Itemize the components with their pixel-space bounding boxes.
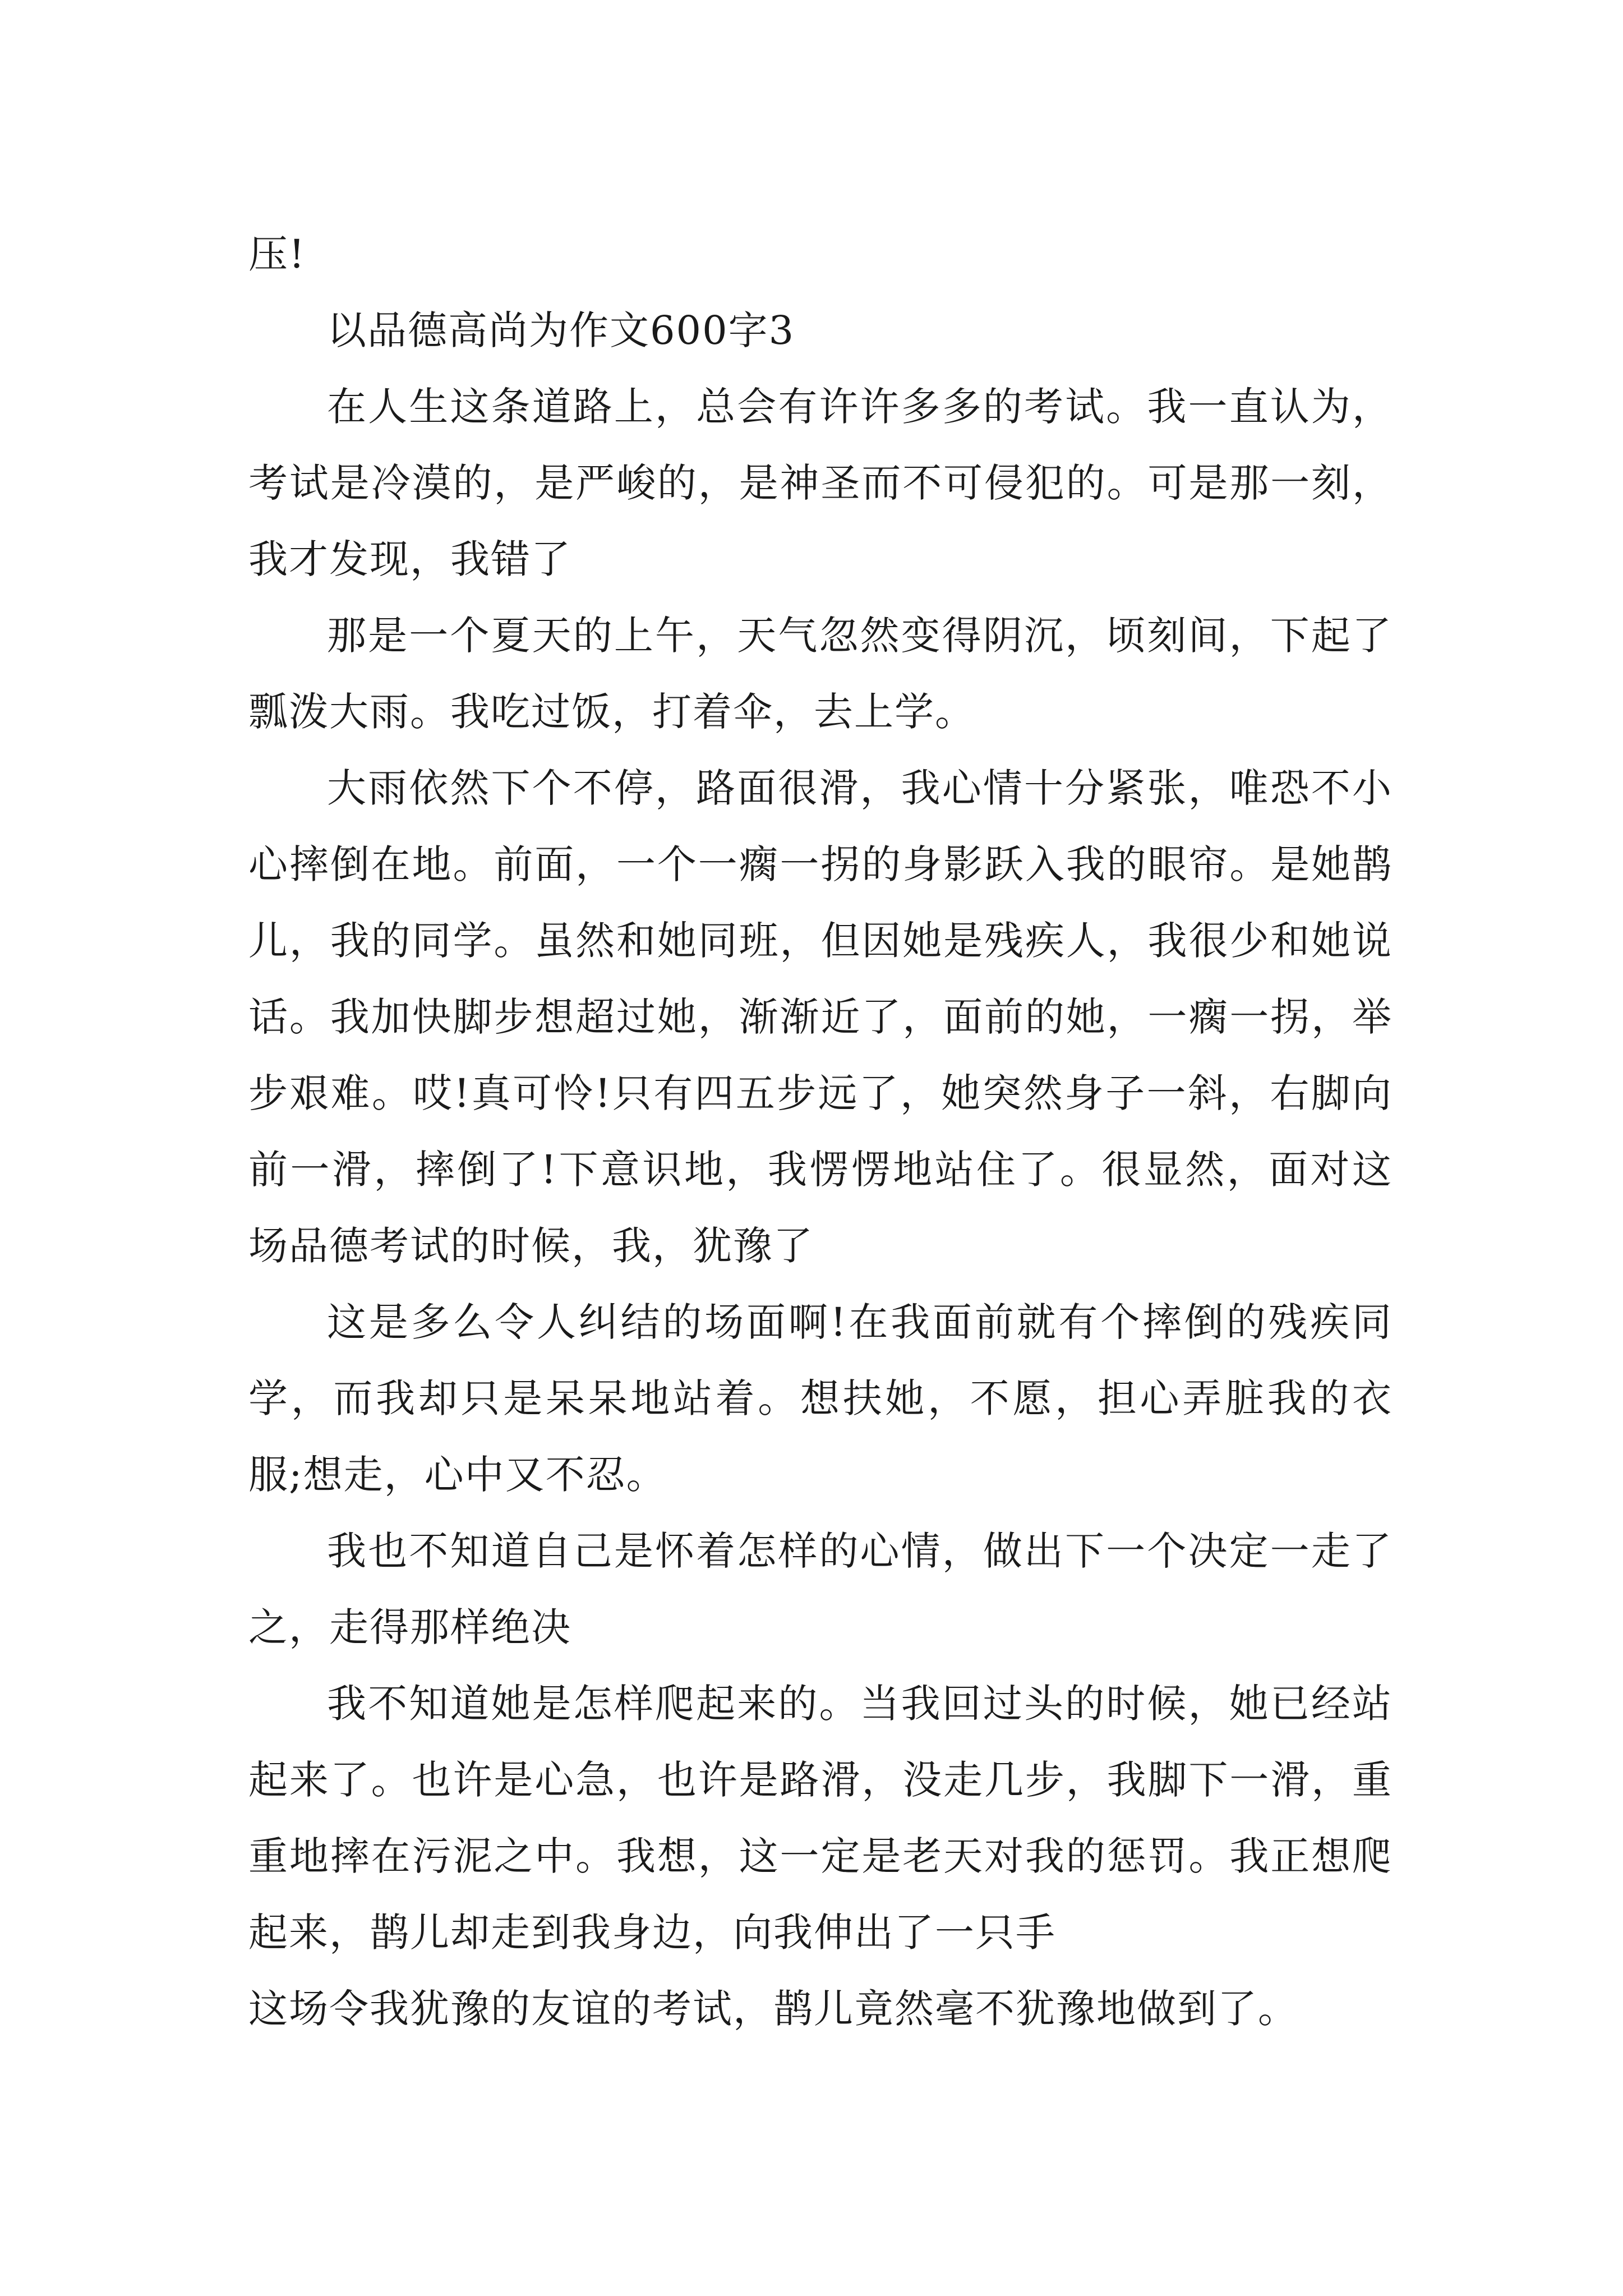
essay-title: 以品德高尚为作文600字3 (327, 307, 795, 353)
paragraph-7: 我也不知道自己是怀着怎样的心情，做出下一个决定一走了之，走得那样绝决 (248, 1528, 1393, 1650)
paragraph-6: 这是多么令人纠结的场面啊!在我面前就有个摔倒的残疾同学，而我却只是呆呆地站着。想扶她，不愿，担心弄脏我的衣服;想走，心中又不忍。 (248, 1299, 1393, 1498)
paragraph-1: 压! (248, 231, 306, 277)
paragraph-8: 我不知道她是怎样爬起来的。当我回过头的时候，她已经站起来了。也许是心急，也许是路滑，没走几步，我脚下一滑，重重地摔在污泥之中。我想，这一定是老天对我的惩罚。我正想爬起来，鹊儿却走到我身边，向我伸出了一只手 (248, 1681, 1393, 1955)
paragraph-4: 那是一个夏天的上午，天气忽然变得阴沉，顷刻间，下起了瓢泼大雨。我吃过饭，打着伞，去上学。 (248, 613, 1393, 735)
paragraph-3: 在人生这条道路上，总会有许许多多的考试。我一直认为，考试是冷漠的，是严峻的，是神圣而不可侵犯的。可是那一刻，我才发现，我错了 (248, 384, 1393, 582)
paragraph-9: 这场令我犹豫的友谊的考试，鹊儿竟然毫不犹豫地做到了。 (248, 1986, 1298, 2032)
document-body (248, 216, 1393, 2047)
paragraph-5: 大雨依然下个不停，路面很滑，我心情十分紧张，唯恐不小心摔倒在地。前面，一个一瘸一拐的身影跃入我的眼帘。是她鹊儿，我的同学。虽然和她同班，但因她是残疾人，我很少和她说话。我加快脚步想超过她，渐渐近了，面前的她，一瘸一拐，举步艰难。哎!真可怜!只有四五步远了，她突然身子一斜，右脚向前一滑，摔倒了!下意识地，我愣愣地站住了。很显然，面对这场品德考试的时候，我，犹豫了 (248, 765, 1393, 1269)
